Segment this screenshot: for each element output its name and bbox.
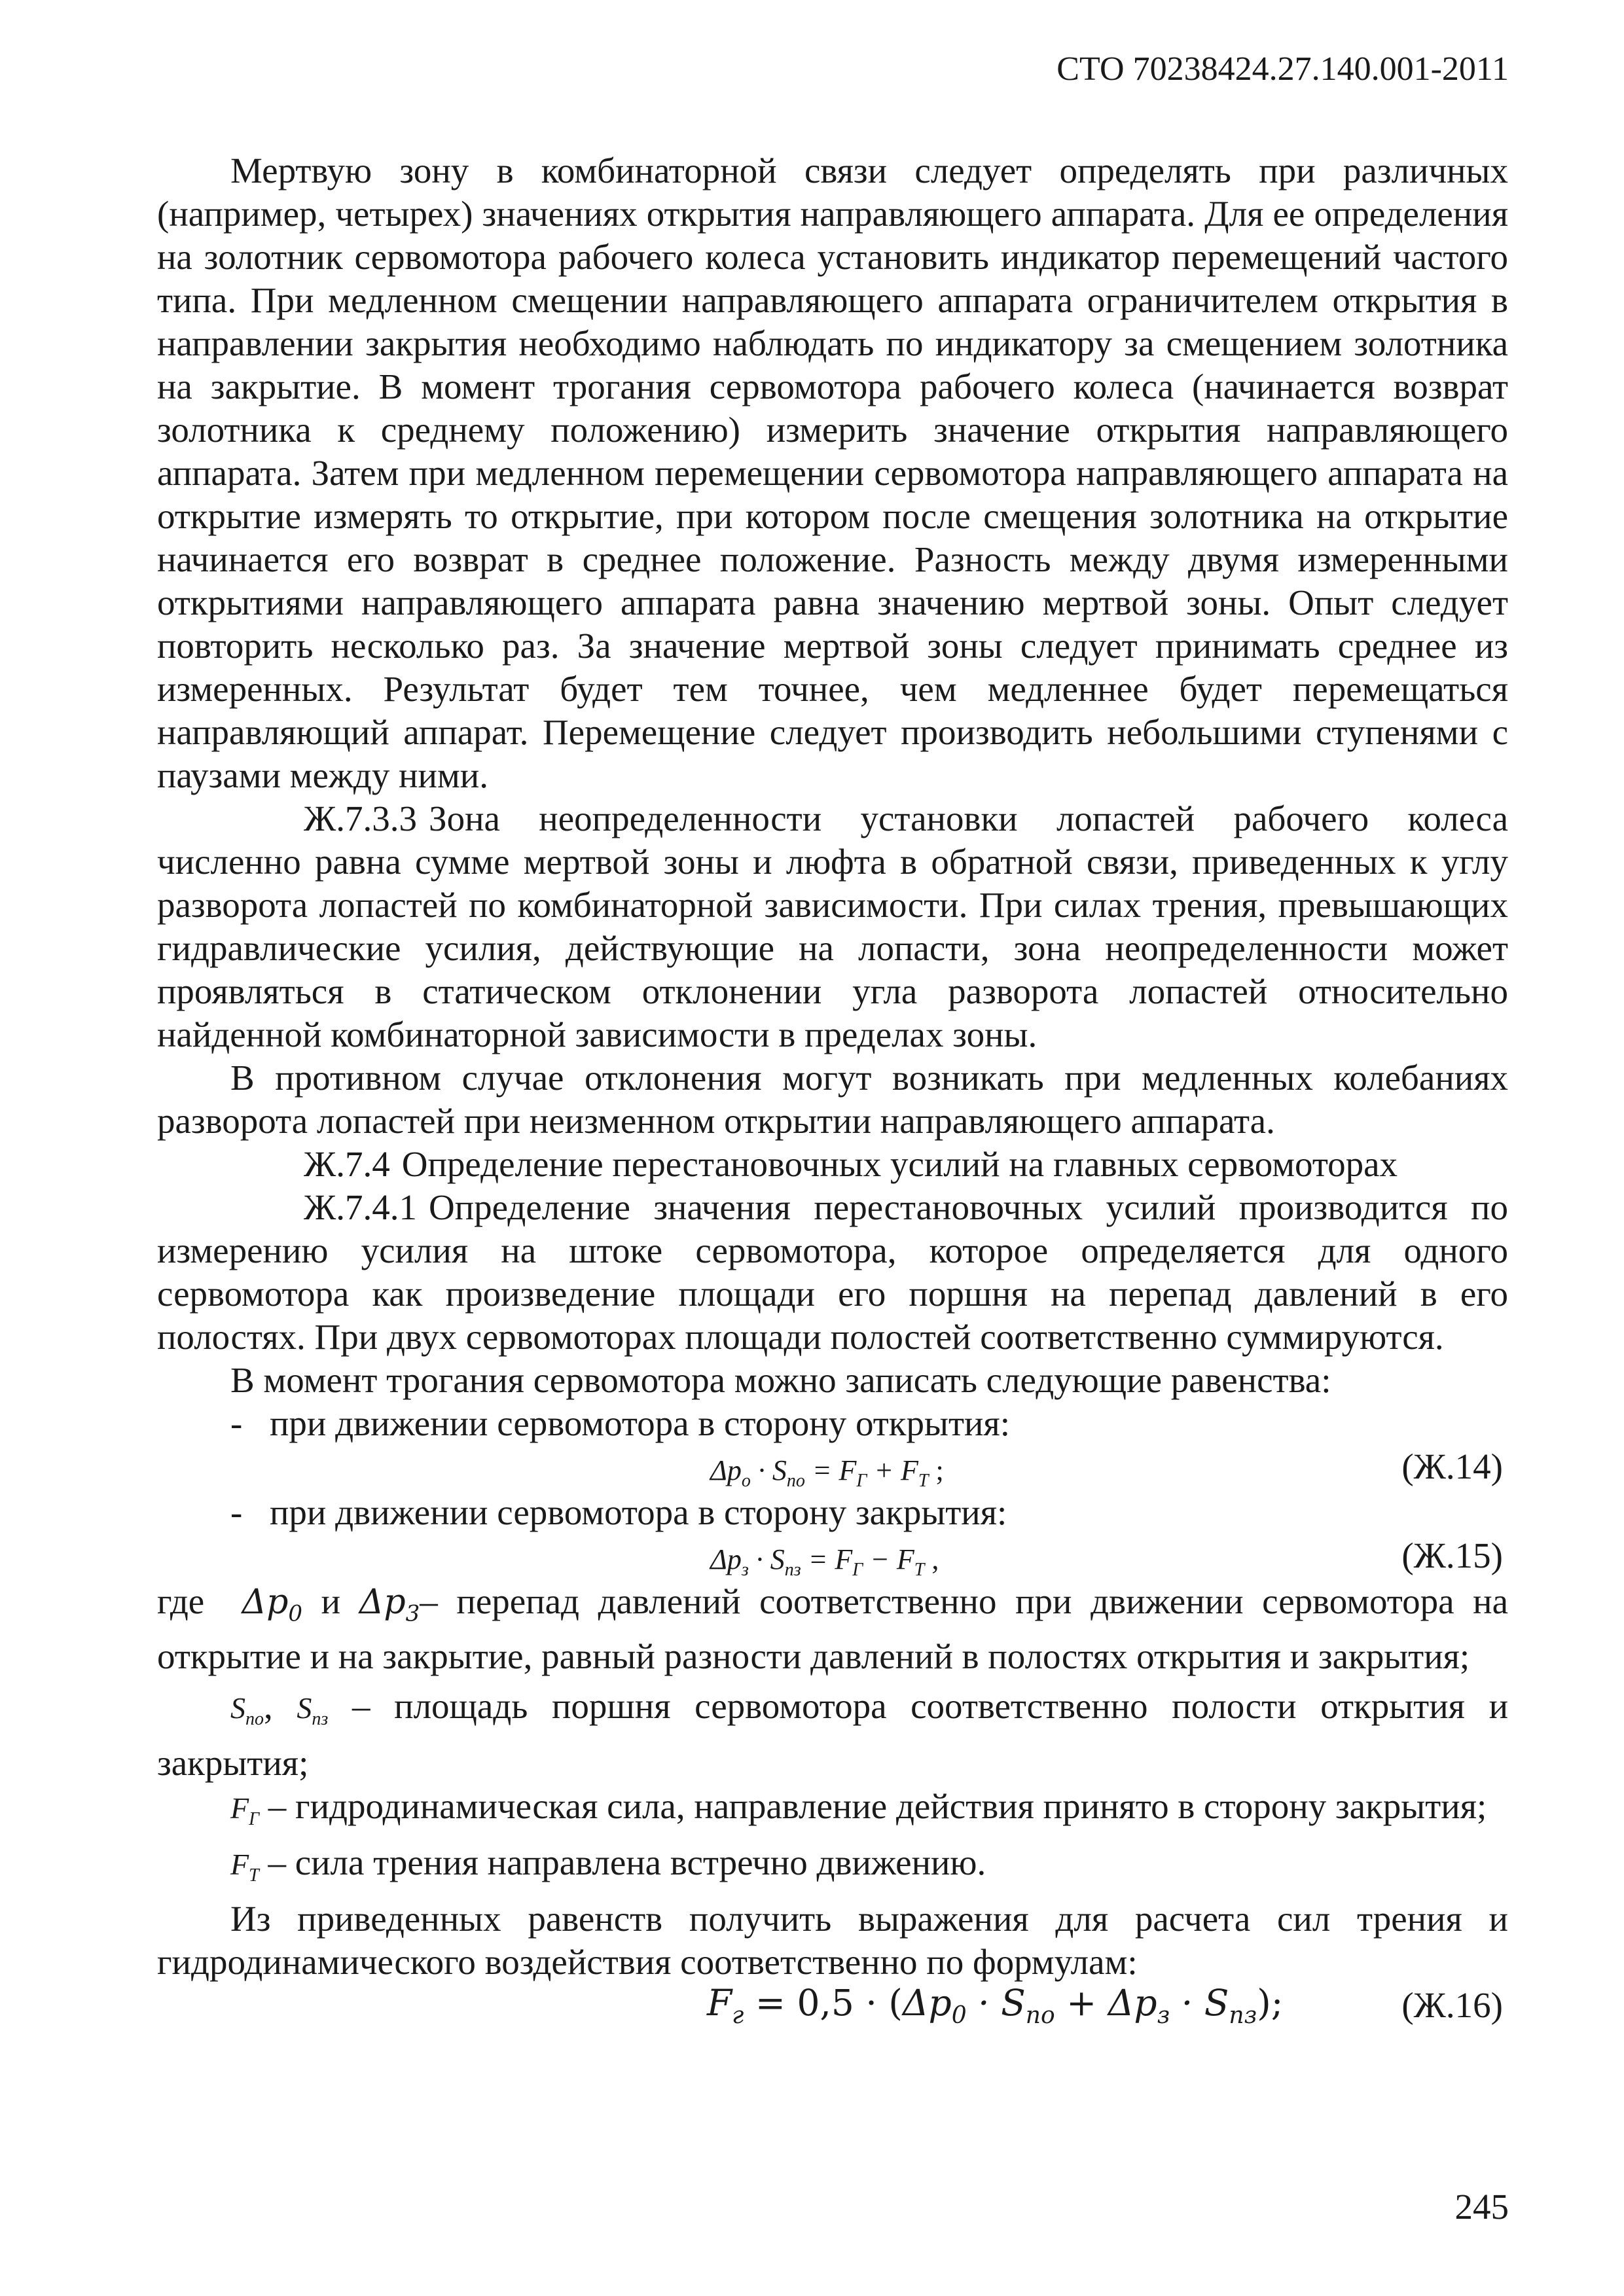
symbol: $\Delta p_3$ [359,1583,420,1627]
symbol: $S_{nз}$ [297,1691,329,1730]
paragraph-otherwise: В противном случае отклонения могут возникать при медленных колебаниях разворота лопастей при неизменном открытии направляющего аппарата. [157,1058,1508,1141]
formula: $\Delta p_o \cdot S_{no} = F_Г + F_T$ ; [710,1454,944,1491]
paragraph-dead-zone: Мертвую зону в комбинаторной связи следует определять при различных (например, четырех) значениях открытия направляющего аппарата. Для ее определения на золотник сервомотора рабочего колеса установить индикатор перемещений частого типа. При медленном смещении направляющего аппарата ограничителем открытия в направлении закрытия необходимо наблюдать по индикатору за смещением золотника на закрытие. В момент трогания сервомотора рабочего колеса (начинается возврат золотника к среднему положению) измерить значение открытия направляющего аппарата. Затем при медленном перемещении сервомотора направляющего аппарата на открытие измерять то открытие, при котором после смещения золотника на открытие начинается его возврат в среднее положение. Разность между двумя измеренными открытиями направляющего аппарата равна значению мертвой зоны. Опыт следует повторить несколько раз. За значение мертвой зоны следует принимать среднее из измеренных. Результат будет тем точнее, чем медленнее будет перемещаться направляющий аппарат. Перемещение следует производить небольшими ступенями с паузами между ними. [157,151,1508,795]
section-zh-7-4-1 [157,1186,1508,1359]
definition-friction-force: $F_T$ – сила трения направлена встречно движению. [230,1842,986,1886]
list-item-closing: - при движении сервомотора в сторону закрытия: [230,1492,1007,1532]
symbol: $F_T$ [230,1847,259,1886]
section-zh-7-4 [157,1143,1508,1186]
equation-number: (Ж.16) [1401,1984,1503,2025]
symbol: $S_{no}$ [230,1691,264,1730]
formula: $\Delta p_з \cdot S_{nз} = F_Г - F_T$ , [710,1543,939,1580]
section-text: Определение значения перестановочных усилий производится по измерению усилия на штоке сервомотора, которое определяется для одного сервомотора как произведение площади его поршня на перепад давлений в его полостях. При двух сервомоторах площади полостей соответственно суммируются. [157,1187,1508,1357]
section-zh-7-3-3 [157,797,1508,1056]
section-number: Ж.7.4.1 [304,1187,418,1227]
equation-zh-16 [157,1981,1508,2030]
document-code-header: СТО 70238424.27.140.001-2011 [1056,50,1509,88]
equation-zh-15 [157,1534,1508,1580]
section-heading: Определение перестановочных усилий на главных сервомоторах [401,1144,1398,1184]
page-number: 245 [1454,2187,1509,2227]
equation-number: (Ж.15) [1401,1535,1503,1575]
section-number: Ж.7.4 [304,1144,390,1184]
list-item-text: при движении сервомотора в сторону закрытия: [270,1492,1007,1532]
equation-number: (Ж.14) [1401,1446,1503,1486]
definition-hydrodynamic-force: $F_Г$ – гидродинамическая сила, направление действия принято в сторону закрытия; [230,1785,1487,1829]
equation-zh-14 [157,1445,1508,1491]
paragraph-equalities-intro: В момент трогания сервомотора можно записать следующие равенства: [230,1360,1331,1400]
symbol: $F_Г$ [230,1791,260,1829]
paragraph-formulas-intro: Из приведенных равенств получить выражения для расчета сил трения и гидродинамического воздействия соответственно по формулам: [157,1898,1508,1982]
symbol: $\Delta p_0$ [242,1583,303,1627]
section-text: Зона неопределенности установки лопастей рабочего колеса численно равна сумме мертвой зоны и люфта в обратной связи, приведенных к углу разворота лопастей по комбинаторной зависимости. При силах трения, превышающих гидравлические усилия, действующие на лопасти, зона неопределенности может проявляться в статическом отклонении угла разворота лопастей относительно найденной комбинаторной зависимости в пределах зоны. [157,798,1508,1054]
definition-piston-area: $S_{no}$, $S_{nз}$ – площадь поршня сервомотора соответственно полости открытия и закрытия; [157,1686,1509,1783]
page-body [157,149,1508,2030]
list-item-text: при движении сервомотора в сторону открытия: [270,1403,1010,1443]
definition-pressure-drop: где $\Delta p_0$ и $\Delta p_3-$ перепад давлений соответственно при движении сервомотора на открытие и на закрытие, равный разности давлений в полостях открытия и закрытия; [157,1581,1508,1677]
formula: $F_г = 0,5 \cdot (\Delta p_0 \cdot S_{по} + \Delta p_з \cdot S_{пз})$; [707,1981,1284,2029]
list-item-opening: - при движении сервомотора в сторону открытия: [230,1403,1010,1443]
section-number: Ж.7.3.3 [304,798,418,838]
